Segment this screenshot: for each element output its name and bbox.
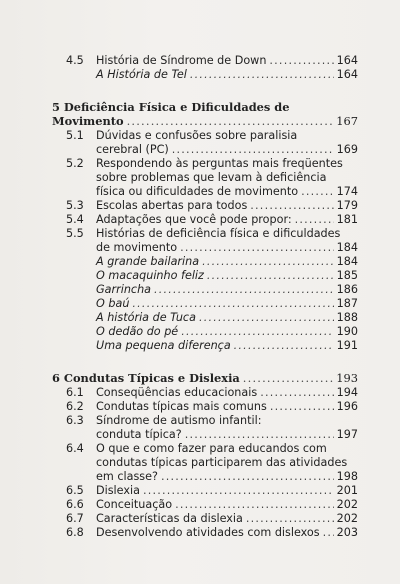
dot-leader bbox=[246, 512, 334, 526]
dot-leader bbox=[260, 386, 333, 400]
entry-page: 202 bbox=[336, 498, 358, 511]
toc-entry-6-4 bbox=[52, 442, 358, 456]
entry-page: 184 bbox=[336, 241, 358, 254]
entry-title-line1: Histórias de deficiência física e dificuldades bbox=[96, 227, 341, 240]
entry-number: 6.6 bbox=[66, 498, 84, 511]
dot-leader bbox=[207, 269, 334, 283]
dot-leader bbox=[243, 371, 333, 385]
dot-leader bbox=[185, 428, 334, 442]
dot-leader bbox=[295, 213, 334, 227]
entry-title-line2: de movimento bbox=[96, 241, 178, 254]
toc-entry-6-5 bbox=[52, 484, 358, 498]
entry-title: Condutas típicas mais comuns bbox=[96, 400, 267, 413]
entry-title: História de Síndrome de Down bbox=[96, 54, 267, 67]
toc-entry-5-1-cont bbox=[52, 143, 358, 157]
toc-story bbox=[52, 283, 358, 297]
dot-leader bbox=[199, 311, 334, 325]
entry-number: 6.7 bbox=[66, 512, 84, 525]
toc-story bbox=[52, 339, 358, 353]
story-title: Garrincha bbox=[96, 283, 152, 296]
dot-leader bbox=[127, 114, 334, 128]
entry-number: 6.1 bbox=[66, 386, 84, 399]
dot-leader bbox=[154, 283, 334, 297]
chapter-6-heading bbox=[52, 371, 358, 385]
story-title: Uma pequena diferença bbox=[96, 339, 231, 352]
toc-entry-5-4 bbox=[52, 213, 358, 227]
entry-page: 194 bbox=[336, 386, 358, 399]
entry-number: 5.3 bbox=[66, 199, 84, 212]
entry-title: Características da dislexia bbox=[96, 512, 243, 525]
chapter-5-page: 167 bbox=[336, 114, 358, 128]
entry-page: 185 bbox=[336, 269, 358, 282]
toc-entry-5-5 bbox=[52, 227, 358, 241]
entry-page: 188 bbox=[336, 311, 358, 324]
toc-story bbox=[52, 255, 358, 269]
entry-page: 164 bbox=[336, 68, 358, 81]
dot-leader bbox=[270, 400, 334, 414]
dot-leader bbox=[132, 297, 333, 311]
chapter-5-title-line2: Movimento bbox=[52, 114, 124, 128]
entry-number: 6.8 bbox=[66, 526, 84, 539]
dot-leader bbox=[202, 255, 334, 269]
chapter-5-heading bbox=[52, 114, 358, 128]
entry-title: Adaptações que você pode propor: bbox=[96, 213, 292, 226]
entry-number: 6.2 bbox=[66, 400, 84, 413]
toc-entry-6-3-cont bbox=[52, 428, 358, 442]
dot-leader bbox=[250, 199, 333, 213]
toc-entry-5-5-cont bbox=[52, 241, 358, 255]
entry-number: 5.2 bbox=[66, 157, 84, 170]
toc-story-tel bbox=[52, 68, 358, 82]
entry-title-line1: Respondendo às perguntas mais freqüentes bbox=[96, 157, 343, 170]
toc-entry-5-1 bbox=[52, 129, 358, 143]
entry-page: 198 bbox=[336, 470, 358, 483]
entry-title-line1: O que e como fazer para educandos com bbox=[96, 442, 327, 455]
entry-page: 174 bbox=[336, 185, 358, 198]
toc-entry-6-6 bbox=[52, 498, 358, 512]
chapter-6-page: 193 bbox=[336, 371, 358, 385]
dot-leader bbox=[234, 339, 334, 353]
dot-leader bbox=[172, 143, 334, 157]
entry-title: Conseqüências educacionais bbox=[96, 386, 258, 399]
table-of-contents bbox=[52, 54, 358, 540]
dot-leader bbox=[143, 484, 334, 498]
toc-entry-6-2 bbox=[52, 400, 358, 414]
toc-entry-6-7 bbox=[52, 512, 358, 526]
toc-story bbox=[52, 311, 358, 325]
entry-number: 4.5 bbox=[66, 54, 84, 67]
dot-leader bbox=[181, 325, 333, 339]
entry-page: 202 bbox=[336, 512, 358, 525]
entry-title-line2: condutas típicas participarem das atividades bbox=[96, 456, 348, 469]
entry-page: 203 bbox=[336, 526, 358, 539]
entry-page: 196 bbox=[336, 400, 358, 413]
toc-entry-5-2-cont bbox=[52, 185, 358, 199]
entry-title-line2: conduta típica? bbox=[96, 428, 182, 441]
story-title: O baú bbox=[96, 297, 130, 310]
entry-title-line1: Dúvidas e confusões sobre paralisia bbox=[96, 129, 298, 142]
entry-title-line2: sobre problemas que levam à deficiência bbox=[96, 171, 327, 184]
toc-entry-6-4-cont bbox=[52, 470, 358, 484]
entry-title: Dislexia bbox=[96, 484, 140, 497]
entry-title: Desenvolvendo atividades com dislexos bbox=[96, 526, 320, 539]
entry-page: 181 bbox=[336, 213, 358, 226]
entry-page: 190 bbox=[336, 325, 358, 338]
dot-leader bbox=[301, 185, 334, 199]
entry-number: 6.3 bbox=[66, 414, 84, 427]
entry-title-line2: cerebral (PC) bbox=[96, 143, 169, 156]
toc-story bbox=[52, 325, 358, 339]
entry-page: 169 bbox=[336, 143, 358, 156]
entry-number: 6.4 bbox=[66, 442, 84, 455]
chapter-5-title-line1: 5 Deficiência Física e Dificuldades de bbox=[52, 100, 290, 114]
entry-number: 5.4 bbox=[66, 213, 84, 226]
entry-page: 184 bbox=[336, 255, 358, 268]
dot-leader bbox=[175, 498, 334, 512]
entry-page: 187 bbox=[336, 297, 358, 310]
entry-title: Escolas abertas para todos bbox=[96, 199, 248, 212]
toc-story bbox=[52, 269, 358, 283]
dot-leader bbox=[323, 526, 334, 540]
entry-title: Conceituação bbox=[96, 498, 173, 511]
dot-leader bbox=[269, 54, 333, 68]
entry-title-line3: física ou dificuldades de movimento bbox=[96, 185, 299, 198]
toc-entry-5-2 bbox=[52, 157, 358, 171]
entry-page: 179 bbox=[336, 199, 358, 212]
dot-leader bbox=[180, 241, 334, 255]
entry-title-line1: Síndrome de autismo infantil: bbox=[96, 414, 262, 427]
entry-page: 197 bbox=[336, 428, 358, 441]
entry-page: 201 bbox=[336, 484, 358, 497]
dot-leader bbox=[161, 470, 334, 484]
toc-entry-4-5 bbox=[52, 54, 358, 68]
dot-leader bbox=[190, 68, 334, 82]
toc-story bbox=[52, 297, 358, 311]
story-title: O dedão do pé bbox=[96, 325, 179, 338]
story-title: A história de Tuca bbox=[96, 311, 196, 324]
entry-page: 164 bbox=[336, 54, 358, 67]
toc-entry-6-3 bbox=[52, 414, 358, 428]
toc-entry-6-1 bbox=[52, 386, 358, 400]
entry-page: 191 bbox=[336, 339, 358, 352]
story-title: A grande bailarina bbox=[96, 255, 200, 268]
entry-title-line3: em classe? bbox=[96, 470, 158, 483]
story-title: O macaquinho feliz bbox=[96, 269, 204, 282]
story-title: A História de Tel bbox=[96, 68, 187, 81]
entry-number: 5.1 bbox=[66, 129, 84, 142]
chapter-6-title: 6 Condutas Típicas e Dislexia bbox=[52, 371, 240, 385]
entry-page: 186 bbox=[336, 283, 358, 296]
entry-number: 6.5 bbox=[66, 484, 84, 497]
toc-entry-5-3 bbox=[52, 199, 358, 213]
toc-entry-6-8 bbox=[52, 526, 358, 540]
entry-number: 5.5 bbox=[66, 227, 84, 240]
